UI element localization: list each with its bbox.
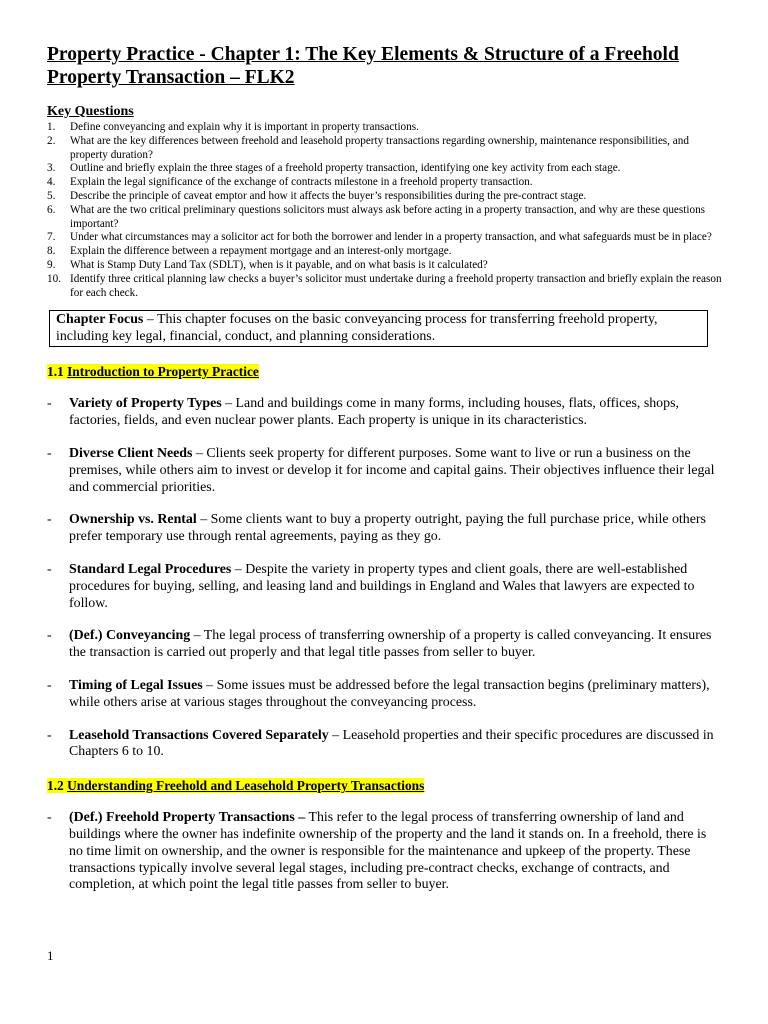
list-item: - Standard Legal Procedures – Despite the variety in property types and client goals, there are well-established procedures for buying, selling, and leasing land and buildings in England and Wales that lawyers are expected to follow. xyxy=(47,561,695,611)
list-item: - Diverse Client Needs – Clients seek property for different purposes. Some want to live or run a business on the premises, while others aim to invest or develop it for income and capital gains. Their objectives influence their legal and commercial priorities. xyxy=(47,445,715,495)
list-item: 1. Define conveyancing and explain why it is important in property transactions. xyxy=(47,121,419,133)
list-item: 10. Identify three critical planning law checks a buyer’s solicitor must undertake during a freehold property transaction and briefly explain the reason for each check. xyxy=(47,272,722,299)
list-item: - (Def.) Freehold Property Transactions – This refer to the legal process of transferring ownership of land and buildings where the owner has indefinite ownership of the property and the land it stands on. In a freehold, there is no time limit on ownership, and the owner is responsible for the maintenance and upkeep of the property. These transactions typically involve several legal stages, including pre-contract checks, exchange of contracts, and completion, at which point the legal title passes from seller to buyer. xyxy=(47,810,707,893)
chapter-focus-text: – This chapter focuses on the basic conveyancing process for transferring freehold property, including key legal, financial, conduct, and planning considerations. xyxy=(56,312,658,345)
list-item: - Ownership vs. Rental – Some clients want to buy a property outright, paying the full purchase price, while others prefer temporary use through rental agreements, paying as they go. xyxy=(47,512,706,545)
list-item: 8. Explain the difference between a repayment mortgage and an interest-only mortgage. xyxy=(47,245,452,258)
key-questions-heading: Key Questions xyxy=(47,104,134,119)
list-item: 6. What are the two critical preliminary questions solicitors must always ask before acting in a property transaction, and why are these questions important? xyxy=(47,203,706,230)
chapter-focus-label: Chapter Focus xyxy=(56,312,144,328)
list-item: 5. Describe the principle of caveat emptor and how it affects the buyer’s responsibilities during the pre-contract stage. xyxy=(47,189,587,202)
list-item: 3. Outline and briefly explain the three stages of a freehold property transaction, identifying one key activity from each stage. xyxy=(47,162,621,175)
section-heading-1-1: 1.1 Introduction to Property Practice xyxy=(47,364,259,380)
chapter-focus-box xyxy=(49,310,708,347)
list-item: - Timing of Legal Issues – Some issues must be addressed before the legal transaction begins (preliminary matters), while others arise at various stages throughout the conveyancing process. xyxy=(47,677,710,710)
list-item: - (Def.) Conveyancing – The legal process of transferring ownership of a property is called conveyancing. It ensures the transaction is carried out properly and that legal title passes from seller to buyer. xyxy=(47,628,712,661)
list-item: 4. Explain the legal significance of the exchange of contracts milestone in a freehold property transaction. xyxy=(47,176,533,189)
list-item: 7. Under what circumstances may a solicitor act for both the borrower and lender in a property transaction, and what safeguards must be in place? xyxy=(47,231,712,244)
key-questions-list xyxy=(47,121,723,300)
section-heading-1-2: 1.2 Understanding Freehold and Leasehold Property Transactions xyxy=(47,778,425,794)
list-item: 2. What are the key differences between freehold and leasehold property transactions regarding ownership, maintenance responsibilities, and property duration? xyxy=(47,134,689,161)
list-item: - Variety of Property Types – Land and buildings come in many forms, including houses, flats, offices, shops, factories, fields, and even nuclear power plants. Each property is unique in its characteristics. xyxy=(47,396,679,429)
document-title: Property Practice - Chapter 1: The Key Elements & Structure of a Freehold Property Transaction – FLK2 xyxy=(47,44,679,88)
page-number: 1 xyxy=(47,948,54,963)
document-page xyxy=(47,43,723,894)
list-item: - Leasehold Transactions Covered Separately – Leasehold properties and their specific procedures are discussed in Chapters 6 to 10. xyxy=(47,727,714,760)
list-item: 9. What is Stamp Duty Land Tax (SDLT), when is it payable, and on what basis is it calculated? xyxy=(47,258,488,271)
